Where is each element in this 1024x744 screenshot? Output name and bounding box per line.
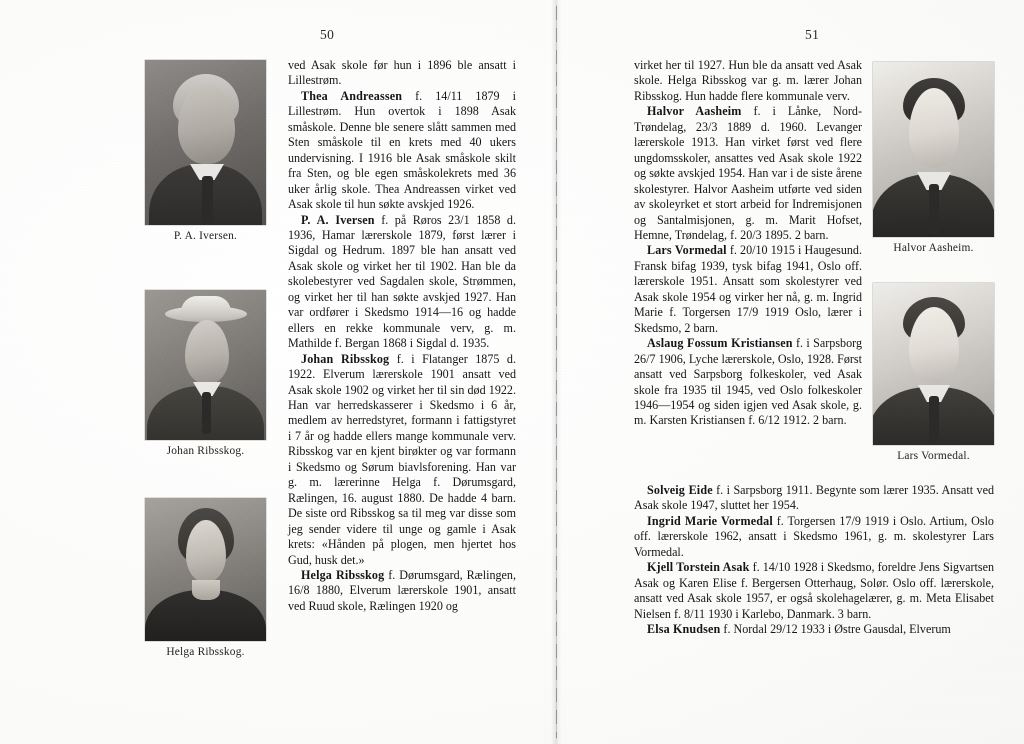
entry-name: P. A. Iversen <box>301 212 375 227</box>
entry-text: f. i Flatanger 1875 d. 1922. Elverum lærerskole 1901 ansatt ved Asak skole 1902 og virket her til sin død 1922. Han var herredskasserer i Skedsmo i 6 år, medlem av herredstyret, formann i fattigstyret i 7 år og hadde ellers mange kommunale verv. Ribsskog var en kjent birøkter og var formann i Skedsmo og Sørum biavlsforening. Han var g. m. lærerinne Helga f. Dørumsgard, Rælingen, 16. august 1880. De hadde 4 barn. De siste ord Ribsskog sa til meg var disse som jeg sender videre til unge og gamle i Asak krets: «Hånden på plogen, men hjertet hos Gud, husk det.» <box>288 351 516 567</box>
page-number-left: 50 <box>320 27 335 42</box>
page-edge <box>556 4 557 740</box>
portrait-caption: Johan Ribsskog. <box>166 445 245 457</box>
portrait-image <box>873 62 994 237</box>
entry-text: f. i Sarpsborg 26/7 1906, Lyche lærerskole, Oslo, 1928. Først ansatt ved Sarpsborg folkeskoler, ved Asak skole fra 1935 til 1945, ved Oslo folkeskoler 1946—1954 og siden igjen ved Asak skole, g. m. Karsten Kristiansen f. 6/12 1912. 2 barn. <box>634 336 862 428</box>
portrait-image <box>873 283 994 445</box>
paragraph-continuation: virket her til 1927. Hun ble da ansatt ved Asak skole. Helga Ribsskog var g. m. lærer Johan Ribsskog. Hun hadde flere kommunale verv. <box>634 58 862 103</box>
portrait-helga-ribsskog <box>145 498 266 659</box>
entry-text: f. på Røros 23/1 1858 d. 1936, Hamar lærerskole 1879, først lærer i Sigdal og Hedrum. 1897 ble han ansatt ved Asak skole og virket her til 1902. Han ble da skolebestyrer ved Sagdalen skole, Strømmen, og virket her til han søkte avskjed 1927. Han var ordfører i Skedsmo 1914—16 og hadde ellers en rekke kommunale verv, g. m. Mathilde f. Bergan 1868 i Sigdal d. 1935. <box>288 212 516 351</box>
portrait-johan-ribsskog <box>145 290 266 458</box>
entry-name: Lars Vormedal <box>647 243 727 258</box>
portrait-image <box>145 498 266 641</box>
entry-name: Thea Andreassen <box>301 88 403 103</box>
entry-p-a-iversen <box>288 213 516 352</box>
portrait-halvor-aasheim <box>873 62 994 255</box>
page-number-right: 51 <box>805 27 820 42</box>
entry-text: f. i Lånke, Nord-Trøndelag, 23/3 1889 d. 1960. Levanger lærerskole 1913. Han virket først ved flere ungdomsskoler, ansattes ved Asak skole 1922 og søkte avskjed 1954. Han var i de siste årene skolestyrer. Halvor Aasheim utførte ved siden av skoleyrket et stort arbeid for Indremisjonen og Santalmisjonen, g. m. Marit Hofset, Hemne, Trøndelag, f. 20/3 1895. 2 barn. <box>634 104 862 242</box>
entry-name: Johan Ribsskog <box>301 351 390 366</box>
entry-text: f. i Sarpsborg 1911. Begynte som lærer 1935. Ansatt ved Asak skole 1947, sluttet her 1954. <box>634 483 994 513</box>
portrait-caption: Lars Vormedal. <box>897 450 970 462</box>
right-page-wide-column <box>634 483 994 638</box>
entry-text: f. Nordal 29/12 1933 i Østre Gausdal, Elverum <box>720 622 951 637</box>
entry-solveig-eide <box>634 483 994 514</box>
paragraph-continuation: ved Asak skole før hun i 1896 ble ansatt i Lillestrøm. <box>288 58 516 88</box>
entry-kjell-torstein-asak <box>634 560 994 622</box>
entry-text: f. 14/10 1928 i Skedsmo, foreldre Jens Sigvartsen Asak og Karen Elise f. Bergersen Otterhaug, Solør. Oslo off. lærerskole, ansatt ved Asak skole 1957, er også skolehagelærer, g. m. Meta Elisabet Nielsen f. 8/11 1930 i Karlebo, Danmark. 3 barn. <box>634 560 995 621</box>
entry-text: f. Dørumsgard, Rælingen, 16/8 1880, Elverum lærerskole 1901, ansatt ved Ruud skole, Rælingen 1920 og <box>288 567 516 613</box>
entry-lars-vormedal <box>634 243 862 336</box>
entry-name: Ingrid Marie Vormedal <box>647 513 773 528</box>
right-page-narrow-column <box>634 58 862 429</box>
portrait-lars-vormedal <box>873 283 994 463</box>
entry-ingrid-marie-vormedal <box>634 514 994 560</box>
portrait-image <box>145 60 266 225</box>
entry-text: f. 14/11 1879 i Lillestrøm. Hun overtok i 1898 Asak småskole. Denne ble senere slått sammen med Sten småskole til en krets med 40 ukers undervisning. I 1916 ble Asak småskole skilt fra Sten, og ble egen småskolekrets med 36 uker årlig skole. Thea Andreassen virket ved Asak skole til hun søkte avskjed 1926. <box>288 88 516 212</box>
portrait-caption: Helga Ribsskog. <box>166 646 245 658</box>
portrait-image <box>145 290 266 440</box>
entry-name: Aslaug Fossum Kristiansen <box>647 336 793 351</box>
entry-name: Kjell Torstein Asak <box>647 560 750 575</box>
left-page-text-column <box>288 58 516 614</box>
entry-thea-andreassen <box>288 89 516 213</box>
entry-text: f. 20/10 1915 i Haugesund. Fransk bifag 1939, tysk bifag 1941, Oslo off. lærerskole 1951. Ansatt som skolestyrer ved Asak skole 1954 og virker her nå, g. m. Ingrid Marie f. Torgersen 17/9 1919 Oslo, lærer i Skedsmo, 2 barn. <box>634 243 862 335</box>
entry-helga-ribsskog <box>288 568 516 614</box>
portrait-caption: P. A. Iversen. <box>173 230 238 242</box>
portrait-caption: Halvor Aasheim. <box>893 242 974 254</box>
entry-aslaug-fossum-kristiansen <box>634 336 862 429</box>
entry-johan-ribsskog <box>288 352 516 568</box>
portrait-p-a-iversen <box>145 60 266 243</box>
entry-halvor-aasheim <box>634 104 862 243</box>
entry-name: Helga Ribsskog <box>301 567 385 582</box>
entry-name: Elsa Knudsen <box>647 622 721 637</box>
entry-name: Halvor Aasheim <box>647 104 742 119</box>
entry-elsa-knudsen <box>634 622 994 637</box>
entry-name: Solveig Eide <box>647 483 713 497</box>
entry-text: f. Torgersen 17/9 1919 i Oslo. Artium, Oslo off. lærerskole 1962, ansatt i Skedsmo 1961, g. m. skolestyrer Lars Vormedal. <box>634 513 994 559</box>
